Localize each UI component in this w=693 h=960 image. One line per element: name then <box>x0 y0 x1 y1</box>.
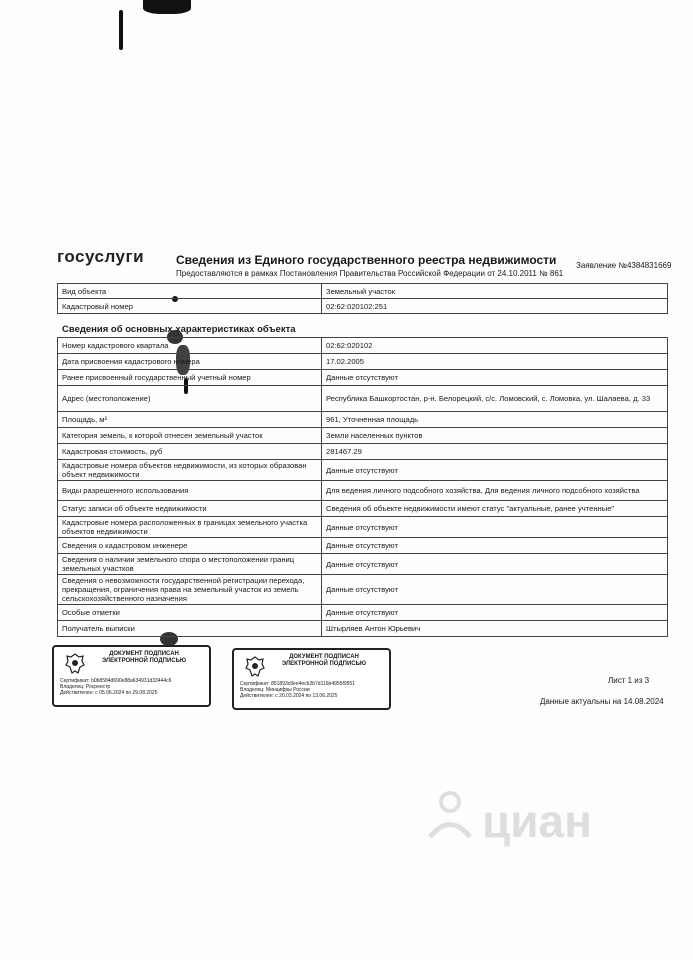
row-value: 02:62:020102:251 <box>322 299 668 314</box>
table-row <box>58 338 668 354</box>
row-label: Сведения о наличии земельного спора о местоположении границ земельных участков <box>58 554 322 575</box>
row-label: Сведения о невозможности государственной регистрации перехода, прекращения, ограничения права на земельный участок из земель сельскохозяйственного назначения <box>58 575 322 605</box>
row-value: Данные отсутствуют <box>322 460 668 481</box>
stamp-certificate: Сертификат: b0b8584d690e88a634931d33444c6 <box>60 678 172 684</box>
table-row <box>58 481 668 501</box>
row-label: Виды разрешенного использования <box>58 481 322 501</box>
row-label: Номер кадастрового квартала <box>58 338 322 354</box>
table-row <box>58 501 668 517</box>
row-value: Республика Башкортостан, р-н. Белорецкий, с/с. Ломовский, с. Ломовка, ул. Шалаева, д. 33 <box>322 386 668 412</box>
stamp-owner: Владелец: Минцифры России <box>240 687 310 693</box>
table-row <box>58 444 668 460</box>
gosuslugi-logo: госуслуги <box>57 247 145 266</box>
row-label: Кадастровый номер <box>58 299 322 314</box>
ink-blot <box>143 0 191 14</box>
row-value: 02:62:020102 <box>322 338 668 354</box>
table-row <box>58 554 668 575</box>
row-label: Категория земель, к которой отнесен земельный участок <box>58 428 322 444</box>
svg-text:циан: циан <box>482 795 592 847</box>
ink-blot <box>119 10 123 50</box>
row-label: Кадастровая стоимость, руб <box>58 444 322 460</box>
table-row <box>58 605 668 621</box>
document-title: Сведения из Единого государственного реестра недвижимости <box>176 253 557 267</box>
row-value: Земельный участок <box>322 284 668 299</box>
row-label: Адрес (местоположение) <box>58 386 322 412</box>
table-row <box>58 621 668 637</box>
row-value: Данные отсутствуют <box>322 517 668 538</box>
stamp-owner: Владелец: Росреестр <box>60 684 111 690</box>
table-row <box>58 538 668 554</box>
row-value: 961, Уточненная площадь <box>322 412 668 428</box>
row-value: Штырляев Антон Юрьевич <box>322 621 668 637</box>
row-value: Земли населенных пунктов <box>322 428 668 444</box>
table-row <box>58 299 668 314</box>
stamp-certificate: Сертификат: 851893c8ee4ecb2b7d116b4955f9551 <box>240 681 355 687</box>
row-value: 281467.29 <box>322 444 668 460</box>
row-value: Для ведения личного подсобного хозяйства, Для ведения личного подсобного хозяйства <box>322 481 668 501</box>
stamp-validity: Действителен: с 20.03.2024 по 13.06.2025 <box>240 693 338 699</box>
row-label: Вид объекта <box>58 284 322 299</box>
stamp-title: ДОКУМЕНТ ПОДПИСАН ЭЛЕКТРОННОЙ ПОДПИСЬЮ <box>281 654 367 667</box>
row-label: Особые отметки <box>58 605 322 621</box>
row-label: Получатель выписки <box>58 621 322 637</box>
table-row <box>58 284 668 299</box>
row-label: Ранее присвоенный государственный учетный номер <box>58 370 322 386</box>
row-value: Данные отсутствуют <box>322 605 668 621</box>
table-row <box>58 386 668 412</box>
row-label: Сведения о кадастровом инженере <box>58 538 322 554</box>
row-label: Дата присвоения кадастрового номера <box>58 354 322 370</box>
row-value: Сведения об объекте недвижимости имеют статус "актуальные, ранее учтенные" <box>322 501 668 517</box>
row-value: 17.02.2005 <box>322 354 668 370</box>
row-label: Кадастровые номера расположенных в границах земельного участка объектов недвижимости <box>58 517 322 538</box>
signature-stamp <box>52 645 211 707</box>
table-row <box>58 575 668 605</box>
object-info-table <box>57 283 668 314</box>
table-row <box>58 370 668 386</box>
coat-of-arms-icon <box>242 654 268 680</box>
cian-watermark <box>420 782 620 852</box>
row-label: Площадь, м² <box>58 412 322 428</box>
row-label: Статус записи об объекте недвижимости <box>58 501 322 517</box>
document-subtitle: Предоставляются в рамках Постановления Правительства Российской Федерации от 24.10.2011 № 861 <box>176 269 564 278</box>
row-label: Кадастровые номера объектов недвижимости, из которых образован объект недвижимости <box>58 460 322 481</box>
data-actual-date: Данные актуальны на 14.08.2024 <box>540 697 664 706</box>
characteristics-table <box>57 337 668 637</box>
coat-of-arms-icon <box>62 651 88 677</box>
row-value: Данные отсутствуют <box>322 538 668 554</box>
row-value: Данные отсутствуют <box>322 554 668 575</box>
table-row <box>58 354 668 370</box>
application-number: Заявление №4384831669 <box>576 261 672 270</box>
row-value: Данные отсутствуют <box>322 575 668 605</box>
table-row <box>58 412 668 428</box>
table-row <box>58 517 668 538</box>
page-counter: Лист 1 из 3 <box>608 676 650 685</box>
table-row <box>58 428 668 444</box>
signature-stamp <box>232 648 391 710</box>
table-row <box>58 460 668 481</box>
stamp-title: ДОКУМЕНТ ПОДПИСАН ЭЛЕКТРОННОЙ ПОДПИСЬЮ <box>101 651 187 664</box>
stamp-validity: Действителен: с 05.06.2024 по 29.08.2025 <box>60 690 158 696</box>
row-value: Данные отсутствуют <box>322 370 668 386</box>
section-title: Сведения об основных характеристиках объекта <box>62 324 296 335</box>
